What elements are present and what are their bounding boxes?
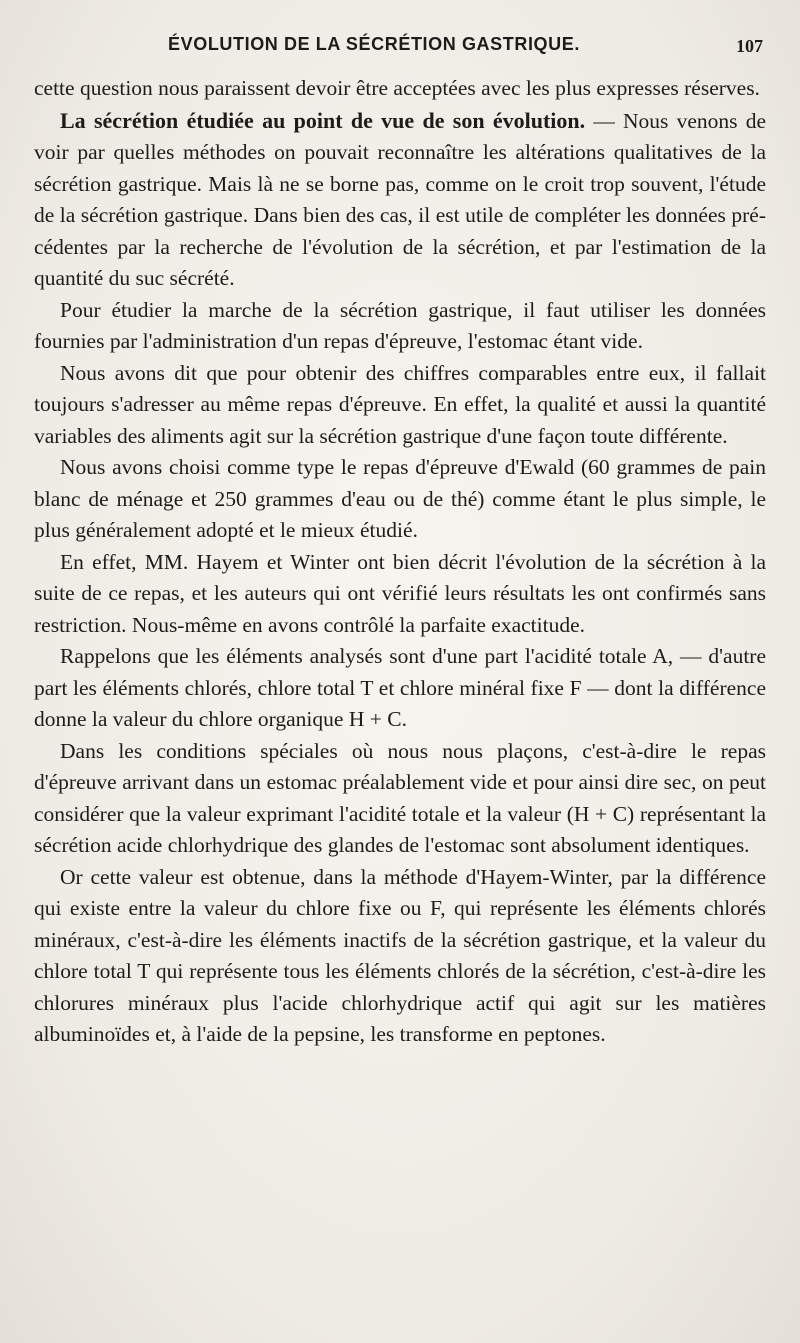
paragraph-continued: cette question nous paraissent devoir être acceptées avec les plus expresses réserves. <box>34 76 760 100</box>
paragraph: Nous avons dit que pour obtenir des chiffres comparables entre eux, il fallait toujours s'adresser au même repas d'épreuve. En effet, la qualité et aussi la quantité variables des aliments agit sur la sécrétion gastrique d'une façon toute différente. <box>34 360 766 448</box>
paragraph: Nous avons choisi comme type le repas d'épreuve d'Ewald (60 grammes de pain blanc de ménage et 250 grammes d'eau ou de thé) comme étant le plus simple, le plus généralement adopté et le mieux étudié. <box>34 455 766 542</box>
section-paragraph <box>34 105 766 295</box>
body-text <box>34 73 766 1051</box>
page-number: 107 <box>736 36 763 56</box>
running-title: ÉVOLUTION DE LA SÉCRÉTION GASTRIQUE. <box>168 34 580 54</box>
running-head <box>0 30 800 60</box>
paragraph: Or cette valeur est obtenue, dans la méthode d'Hayem-Winter, par la différence qui existe entre la valeur du chlore fixe ou F, qui représente les éléments chlorés minéraux, c'est-à-dire les éléments inactifs de la sécrétion gastrique, et la valeur du chlore total T qui représente tous les éléments chlorés de la sécrétion, c'est-à-dire les chlorures minéraux plus l'acide chlorhydrique actif qui agit sur les matières albuminoïdes et, à l'aide de la pepsine, les transforme en peptones. <box>34 864 766 1046</box>
paragraph: Rappelons que les éléments analysés sont d'une part l'acidité totale A, — d'autre part les éléments chlorés, chlore total T et chlore minéral fixe F — dont la différence donne la valeur du chlore organique H + C. <box>34 644 766 731</box>
paragraph: Pour étudier la marche de la sécrétion gastrique, il faut utiliser les données fournies par l'administration d'un repas d'épreuve, l'estomac étant vide. <box>34 297 766 353</box>
section-heading: La sécrétion étudiée au point de vue de son évolution. <box>60 107 586 133</box>
section-paragraph-text: — Nous venons de voir par quelles méthodes on pouvait reconnaître les altérations qualitatives de la sécrétion gastrique. Mais là ne se borne pas, comme on le croit trop souvent, l'étude de la sécrétion gastrique. Dans bien des cas, il est utile de compléter les données précédentes par la recherche de l'évolution de la sécrétion, et par l'estimation de la quantité du suc sécrété. <box>34 108 766 290</box>
paragraph: Dans les conditions spéciales où nous nous plaçons, c'est-à-dire le repas d'épreuve arrivant dans un estomac préalablement vide et pour ainsi dire sec, on peut considérer que la valeur exprimant l'acidité totale et la valeur (H + C) représentant la sécrétion acide chlorhydrique des glandes de l'estomac sont absolument identiques. <box>34 738 766 857</box>
paragraph: En effet, MM. Hayem et Winter ont bien décrit l'évolution de la sécrétion à la suite de ce repas, et les auteurs qui ont vérifié leurs résultats les ont confirmés sans restriction. Nous-même en avons contrôlé la parfaite exactitude. <box>34 549 766 637</box>
